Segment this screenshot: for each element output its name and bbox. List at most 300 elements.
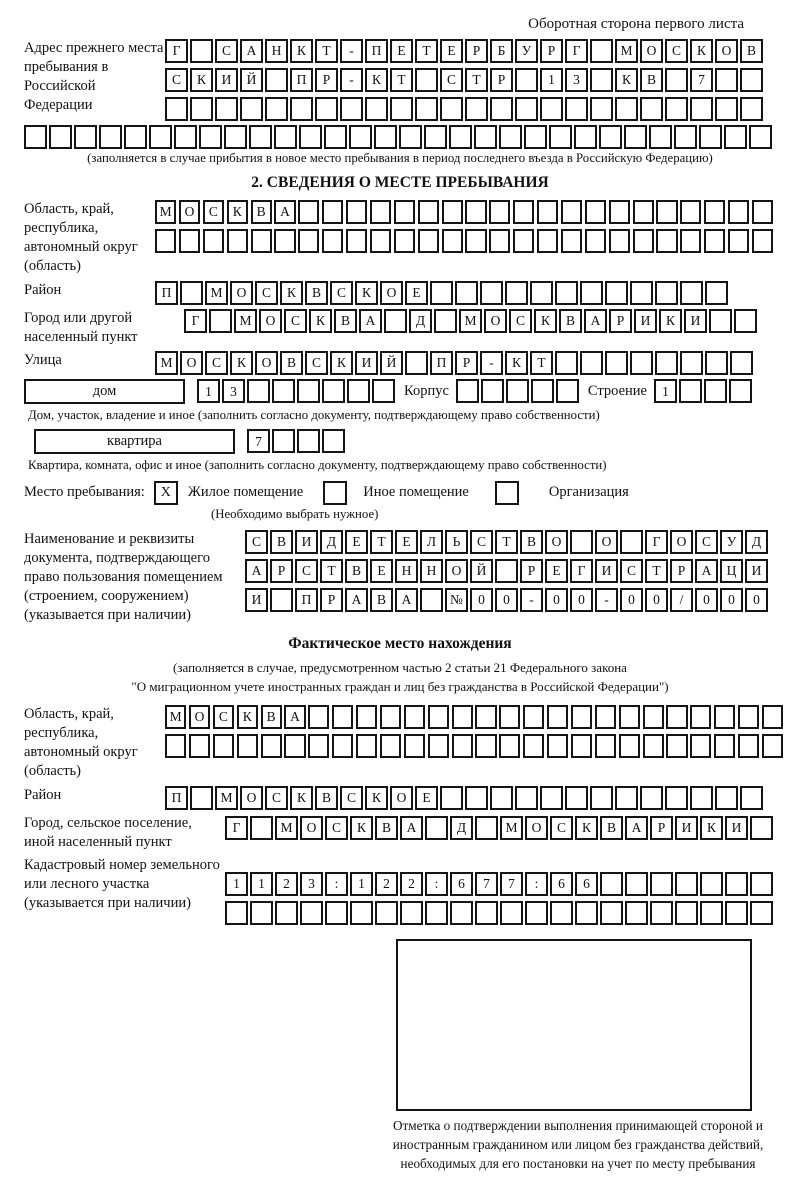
char-cell <box>370 200 391 224</box>
char-cell <box>571 734 592 758</box>
char-cell: В <box>251 200 272 224</box>
char-cell <box>750 901 773 925</box>
char-cell <box>346 229 367 253</box>
gorod-row <box>184 309 759 333</box>
char-cell <box>465 786 488 810</box>
char-cell <box>450 901 473 925</box>
char-cell <box>275 901 298 925</box>
char-cell <box>322 429 345 453</box>
char-cell: В <box>640 68 663 92</box>
char-cell <box>261 734 282 758</box>
fact-oblast-row1 <box>165 705 786 729</box>
char-cell: Е <box>405 281 428 305</box>
char-cell <box>346 200 367 224</box>
char-cell <box>595 734 616 758</box>
char-cell: О <box>240 786 263 810</box>
char-cell <box>600 872 623 896</box>
char-cell <box>442 229 463 253</box>
char-cell: 1 <box>250 872 273 896</box>
char-cell: О <box>189 705 210 729</box>
char-cell <box>530 281 553 305</box>
prev-address-label: Адрес прежнего места пребывания в Российской Федерации <box>24 40 164 114</box>
char-cell <box>249 125 272 149</box>
char-cell: Й <box>380 351 403 375</box>
char-cell: О <box>255 351 278 375</box>
prev-address-row4 <box>24 125 776 149</box>
char-cell <box>274 125 297 149</box>
char-cell <box>347 379 370 403</box>
char-cell <box>299 125 322 149</box>
char-cell: О <box>545 530 568 554</box>
char-cell <box>656 229 677 253</box>
char-cell <box>705 281 728 305</box>
char-cell <box>390 97 413 121</box>
dom-caption: Дом, участок, владение и иное (заполнить согласно документу, подтверждающему право собственности) <box>28 407 600 422</box>
char-cell: Р <box>650 816 673 840</box>
char-cell: Г <box>570 559 593 583</box>
char-cell: П <box>365 39 388 63</box>
char-cell <box>650 872 673 896</box>
char-cell <box>49 125 72 149</box>
char-cell <box>465 200 486 224</box>
char-cell: О <box>180 351 203 375</box>
char-cell <box>750 816 773 840</box>
char-cell <box>609 200 630 224</box>
char-cell <box>418 229 439 253</box>
char-cell <box>449 125 472 149</box>
char-cell <box>442 200 463 224</box>
char-cell: И <box>215 68 238 92</box>
char-cell: К <box>615 68 638 92</box>
char-cell: М <box>155 351 178 375</box>
char-cell: Е <box>370 559 393 583</box>
char-cell <box>650 901 673 925</box>
char-cell: В <box>270 530 293 554</box>
char-cell: А <box>625 816 648 840</box>
char-cell <box>665 97 688 121</box>
char-cell <box>595 705 616 729</box>
char-cell <box>456 379 479 403</box>
char-cell <box>424 125 447 149</box>
char-cell: 0 <box>470 588 493 612</box>
char-cell <box>270 588 293 612</box>
char-cell <box>474 125 497 149</box>
char-cell <box>704 379 727 403</box>
char-cell <box>475 734 496 758</box>
char-cell <box>666 734 687 758</box>
char-cell <box>762 705 783 729</box>
char-cell <box>605 281 628 305</box>
char-cell: Т <box>320 559 343 583</box>
char-cell <box>630 351 653 375</box>
char-cell <box>730 351 753 375</box>
char-cell <box>574 125 597 149</box>
char-cell <box>400 901 423 925</box>
char-cell <box>224 125 247 149</box>
char-cell <box>272 429 295 453</box>
document-row1 <box>245 530 770 554</box>
fact-gorod-row <box>225 816 775 840</box>
char-cell: О <box>390 786 413 810</box>
char-cell <box>489 229 510 253</box>
char-cell <box>237 734 258 758</box>
char-cell: П <box>155 281 178 305</box>
char-cell: С <box>305 351 328 375</box>
korpus-cells <box>456 379 581 403</box>
char-cell: М <box>155 200 176 224</box>
char-cell: У <box>720 530 743 554</box>
char-cell <box>356 705 377 729</box>
char-cell: Д <box>409 309 432 333</box>
char-cell <box>537 200 558 224</box>
char-cell <box>370 229 391 253</box>
char-cell: Б <box>490 39 513 63</box>
char-cell <box>624 125 647 149</box>
rayon-field <box>24 281 776 305</box>
char-cell: Т <box>465 68 488 92</box>
char-cell <box>499 705 520 729</box>
char-cell <box>523 705 544 729</box>
char-cell <box>550 901 573 925</box>
char-cell <box>625 901 648 925</box>
char-cell <box>372 379 395 403</box>
char-cell <box>513 229 534 253</box>
char-cell: О <box>670 530 693 554</box>
oblast-row2 <box>155 229 776 253</box>
char-cell <box>704 200 725 224</box>
char-cell: 0 <box>645 588 668 612</box>
char-cell <box>365 97 388 121</box>
char-cell <box>404 705 425 729</box>
char-cell <box>190 97 213 121</box>
char-cell: 6 <box>575 872 598 896</box>
char-cell <box>480 281 503 305</box>
char-cell: С <box>440 68 463 92</box>
fact-gorod-field <box>24 814 776 852</box>
section2-title: 2. СВЕДЕНИЯ О МЕСТЕ ПРЕБЫВАНИЯ <box>251 174 549 191</box>
char-cell <box>324 125 347 149</box>
confirmation-mark-caption: Отметка о подтверждении выполнения принимающей стороной и иностранным гражданином или лицом без гражданства действий, необходимых для его постановки на учет по месту пребывания <box>392 1117 764 1172</box>
char-cell <box>561 229 582 253</box>
char-cell: И <box>595 559 618 583</box>
char-cell <box>590 97 613 121</box>
char-cell <box>750 872 773 896</box>
char-cell: 0 <box>495 588 518 612</box>
char-cell <box>740 68 763 92</box>
checkbox-organizatsiya <box>495 481 519 505</box>
char-cell <box>394 229 415 253</box>
char-cell: - <box>480 351 503 375</box>
char-cell: М <box>459 309 482 333</box>
char-cell: И <box>355 351 378 375</box>
char-cell: А <box>274 200 295 224</box>
char-cell: - <box>520 588 543 612</box>
char-cell: В <box>370 588 393 612</box>
char-cell <box>405 351 428 375</box>
char-cell: - <box>340 68 363 92</box>
char-cell <box>500 901 523 925</box>
char-cell: М <box>234 309 257 333</box>
char-cell <box>655 351 678 375</box>
char-cell: О <box>179 200 200 224</box>
char-cell <box>675 872 698 896</box>
place-type-label: Место пребывания: <box>24 484 145 501</box>
char-cell <box>700 901 723 925</box>
char-cell <box>738 705 759 729</box>
char-cell: Т <box>415 39 438 63</box>
korpus-label: Корпус <box>404 382 449 399</box>
char-cell: 3 <box>565 68 588 92</box>
char-cell: 0 <box>545 588 568 612</box>
char-cell: В <box>315 786 338 810</box>
char-cell <box>425 816 448 840</box>
char-cell <box>332 734 353 758</box>
char-cell <box>740 786 763 810</box>
char-cell <box>556 379 579 403</box>
char-cell <box>704 229 725 253</box>
char-cell <box>99 125 122 149</box>
char-cell: В <box>334 309 357 333</box>
char-cell <box>440 786 463 810</box>
char-cell: Е <box>415 786 438 810</box>
char-cell: А <box>245 559 268 583</box>
fact-oblast-field <box>24 705 776 782</box>
prev-address-rows <box>165 39 765 121</box>
char-cell: 2 <box>400 872 423 896</box>
char-cell: Г <box>184 309 207 333</box>
char-cell: М <box>165 705 186 729</box>
char-cell <box>643 734 664 758</box>
char-cell: А <box>345 588 368 612</box>
prev-address-row2 <box>165 68 765 92</box>
char-cell: Т <box>390 68 413 92</box>
char-cell: А <box>584 309 607 333</box>
char-cell <box>452 734 473 758</box>
char-cell <box>189 734 210 758</box>
char-cell: С <box>340 786 363 810</box>
char-cell <box>655 281 678 305</box>
char-cell: Е <box>395 530 418 554</box>
char-cell: С <box>265 786 288 810</box>
dom-cells <box>197 379 397 403</box>
char-cell <box>665 786 688 810</box>
char-cell <box>619 705 640 729</box>
char-cell <box>649 125 672 149</box>
char-cell <box>190 39 213 63</box>
char-cell <box>452 705 473 729</box>
char-cell: А <box>240 39 263 63</box>
char-cell <box>374 125 397 149</box>
char-cell: Д <box>320 530 343 554</box>
char-cell <box>715 68 738 92</box>
prev-address-row3 <box>165 97 765 121</box>
option-zhiloe-label: Жилое помещение <box>187 484 304 501</box>
char-cell <box>690 705 711 729</box>
char-cell: Й <box>470 559 493 583</box>
prev-address-field <box>24 39 776 121</box>
char-cell <box>418 200 439 224</box>
char-cell <box>203 229 224 253</box>
char-cell: О <box>380 281 403 305</box>
char-cell <box>420 588 443 612</box>
char-cell: И <box>684 309 707 333</box>
char-cell <box>752 200 773 224</box>
char-cell <box>728 229 749 253</box>
char-cell <box>349 125 372 149</box>
char-cell: 0 <box>745 588 768 612</box>
char-cell: К <box>534 309 557 333</box>
char-cell: : <box>525 872 548 896</box>
char-cell <box>724 125 747 149</box>
char-cell <box>513 200 534 224</box>
kvartira-cells <box>247 429 347 453</box>
char-cell <box>633 200 654 224</box>
char-cell <box>425 901 448 925</box>
char-cell <box>625 872 648 896</box>
char-cell: С <box>470 530 493 554</box>
char-cell <box>565 97 588 121</box>
char-cell <box>499 125 522 149</box>
char-cell <box>714 705 735 729</box>
kvartira-row <box>24 429 776 454</box>
document-field <box>24 530 776 626</box>
char-cell <box>180 281 203 305</box>
char-cell: В <box>305 281 328 305</box>
char-cell <box>524 125 547 149</box>
char-cell <box>149 125 172 149</box>
char-cell: И <box>295 530 318 554</box>
char-cell <box>585 229 606 253</box>
fact-location-title: Фактическое место нахождения <box>288 635 512 653</box>
gorod-field <box>24 309 776 347</box>
char-cell <box>738 734 759 758</box>
char-cell: Ь <box>445 530 468 554</box>
kvartira-caption: Квартира, комната, офис и иное (заполнить согласно документу, подтверждающему право собственности) <box>28 457 607 472</box>
char-cell <box>506 379 529 403</box>
char-cell <box>165 734 186 758</box>
char-cell <box>308 734 329 758</box>
char-cell <box>290 97 313 121</box>
char-cell: И <box>745 559 768 583</box>
char-cell: О <box>230 281 253 305</box>
char-cell: Т <box>370 530 393 554</box>
char-cell <box>209 309 232 333</box>
char-cell <box>680 200 701 224</box>
char-cell: Р <box>315 68 338 92</box>
char-cell <box>247 379 270 403</box>
char-cell <box>620 530 643 554</box>
char-cell <box>531 379 554 403</box>
fact-caption-line2: "О миграционном учете иностранных граждан и лиц без гражданства в Российской Федерации") <box>131 679 669 695</box>
char-cell: 7 <box>690 68 713 92</box>
oblast-field <box>24 200 776 277</box>
char-cell: 1 <box>654 379 677 403</box>
char-cell: Д <box>450 816 473 840</box>
char-cell <box>515 786 538 810</box>
rayon-row <box>155 281 730 305</box>
char-cell: 0 <box>620 588 643 612</box>
char-cell <box>227 229 248 253</box>
char-cell <box>525 901 548 925</box>
char-cell <box>725 872 748 896</box>
char-cell <box>762 734 783 758</box>
char-cell: 1 <box>540 68 563 92</box>
char-cell <box>490 786 513 810</box>
option-inoe-label: Иное помещение <box>363 484 469 501</box>
char-cell: 0 <box>695 588 718 612</box>
char-cell: С <box>165 68 188 92</box>
char-cell <box>615 786 638 810</box>
char-cell: И <box>725 816 748 840</box>
char-cell: Г <box>565 39 588 63</box>
char-cell: С <box>509 309 532 333</box>
kadastr-label: Кадастровый номер земельного или лесного участка (указывается при наличии) <box>24 856 220 912</box>
char-cell <box>700 872 723 896</box>
char-cell <box>174 125 197 149</box>
char-cell: К <box>355 281 378 305</box>
char-cell: К <box>659 309 682 333</box>
char-cell: С <box>295 559 318 583</box>
char-cell: С <box>284 309 307 333</box>
char-cell <box>549 125 572 149</box>
char-cell <box>384 309 407 333</box>
char-cell <box>322 200 343 224</box>
char-cell <box>580 351 603 375</box>
char-cell <box>356 734 377 758</box>
char-cell <box>199 125 222 149</box>
oblast-row1 <box>155 200 776 224</box>
char-cell <box>265 68 288 92</box>
char-cell <box>555 281 578 305</box>
char-cell <box>580 281 603 305</box>
ulitsa-field <box>24 351 776 375</box>
char-cell <box>190 786 213 810</box>
char-cell: Г <box>165 39 188 63</box>
char-cell <box>475 816 498 840</box>
char-cell: М <box>215 786 238 810</box>
option-organizatsiya-label: Организация <box>548 484 629 501</box>
char-cell <box>475 901 498 925</box>
char-cell <box>322 229 343 253</box>
char-cell <box>600 901 623 925</box>
char-cell: 2 <box>275 872 298 896</box>
char-cell: М <box>615 39 638 63</box>
char-cell <box>250 901 273 925</box>
char-cell <box>394 200 415 224</box>
char-cell: 7 <box>475 872 498 896</box>
char-cell: Е <box>545 559 568 583</box>
char-cell <box>561 200 582 224</box>
char-cell: Р <box>320 588 343 612</box>
char-cell <box>734 309 757 333</box>
char-cell: К <box>575 816 598 840</box>
kadastr-row1 <box>225 872 775 896</box>
char-cell: Р <box>490 68 513 92</box>
char-cell: К <box>227 200 248 224</box>
char-cell <box>633 229 654 253</box>
char-cell <box>615 97 638 121</box>
char-cell: В <box>375 816 398 840</box>
dom-row <box>24 379 776 404</box>
char-cell <box>350 901 373 925</box>
fact-oblast-row2 <box>165 734 786 758</box>
char-cell: К <box>365 68 388 92</box>
char-cell: А <box>695 559 718 583</box>
char-cell: К <box>280 281 303 305</box>
char-cell <box>690 734 711 758</box>
ulitsa-row <box>155 351 755 375</box>
char-cell <box>575 901 598 925</box>
